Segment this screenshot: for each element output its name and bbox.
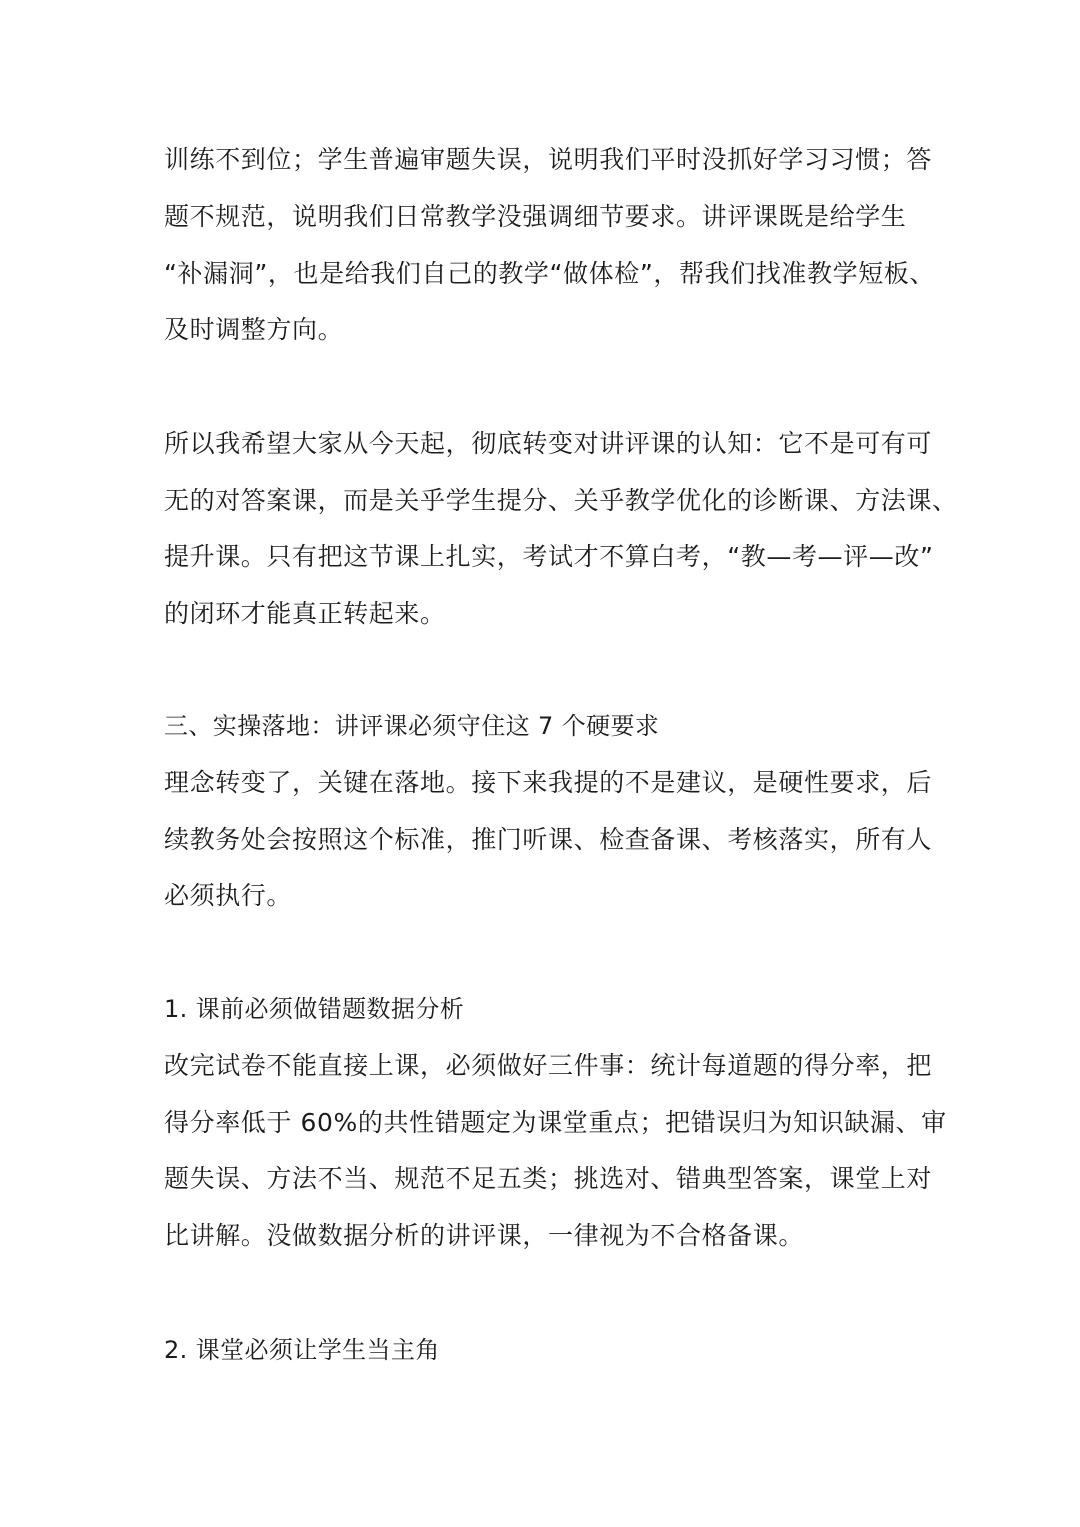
paragraph-1-line-3: “补漏洞”，也是给我们自己的教学“做体检”，帮我们找准教学短板、: [164, 259, 936, 288]
paragraph-2-line-1: 所以我希望大家从今天起，彻底转变对讲评课的认知：它不是可有可: [164, 429, 933, 458]
paragraph-2-line-2: 无的对答案课，而是关乎学生提分、关乎教学优化的诊断课、方法课、: [164, 486, 958, 515]
paragraph-1-line-2: 题不规范，说明我们日常教学没强调细节要求。讲评课既是给学生: [164, 202, 907, 231]
paragraph-3-line-2: 续教务处会按照这个标准，推门听课、检查备课、考核落实，所有人: [164, 825, 933, 854]
item-1-heading: 1. 课前必须做错题数据分析: [164, 995, 465, 1023]
paragraph-2-line-3: 提升课。只有把这节课上扎实，考试才不算白考，“教—考—评—改”: [164, 542, 934, 571]
paragraph-4-line-3: 题失误、方法不当、规范不足五类；挑选对、错典型答案，课堂上对: [164, 1164, 933, 1193]
paragraph-4-line-2: 得分率低于 60%的共性错题定为课堂重点；把错误归为知识缺漏、审: [164, 1108, 947, 1137]
paragraph-4-line-1: 改完试卷不能直接上课，必须做好三件事：统计每道题的得分率，把: [164, 1051, 933, 1080]
paragraph-2-line-4: 的闭环才能真正转起来。: [164, 599, 446, 628]
item-2-heading: 2. 课堂必须让学生当主角: [164, 1336, 440, 1364]
paragraph-3-line-1: 理念转变了，关键在落地。接下来我提的不是建议，是硬性要求，后: [164, 768, 933, 797]
section-heading: 三、实操落地：讲评课必须守住这 7 个硬要求: [164, 712, 660, 740]
paragraph-4-line-4: 比讲解。没做数据分析的讲评课，一律视为不合格备课。: [164, 1221, 805, 1250]
paragraph-1-line-1: 训练不到位；学生普遍审题失误，说明我们平时没抓好学习习惯；答: [164, 145, 933, 174]
paragraph-3-line-3: 必须执行。: [164, 881, 293, 910]
paragraph-1-line-4: 及时调整方向。: [164, 315, 344, 344]
